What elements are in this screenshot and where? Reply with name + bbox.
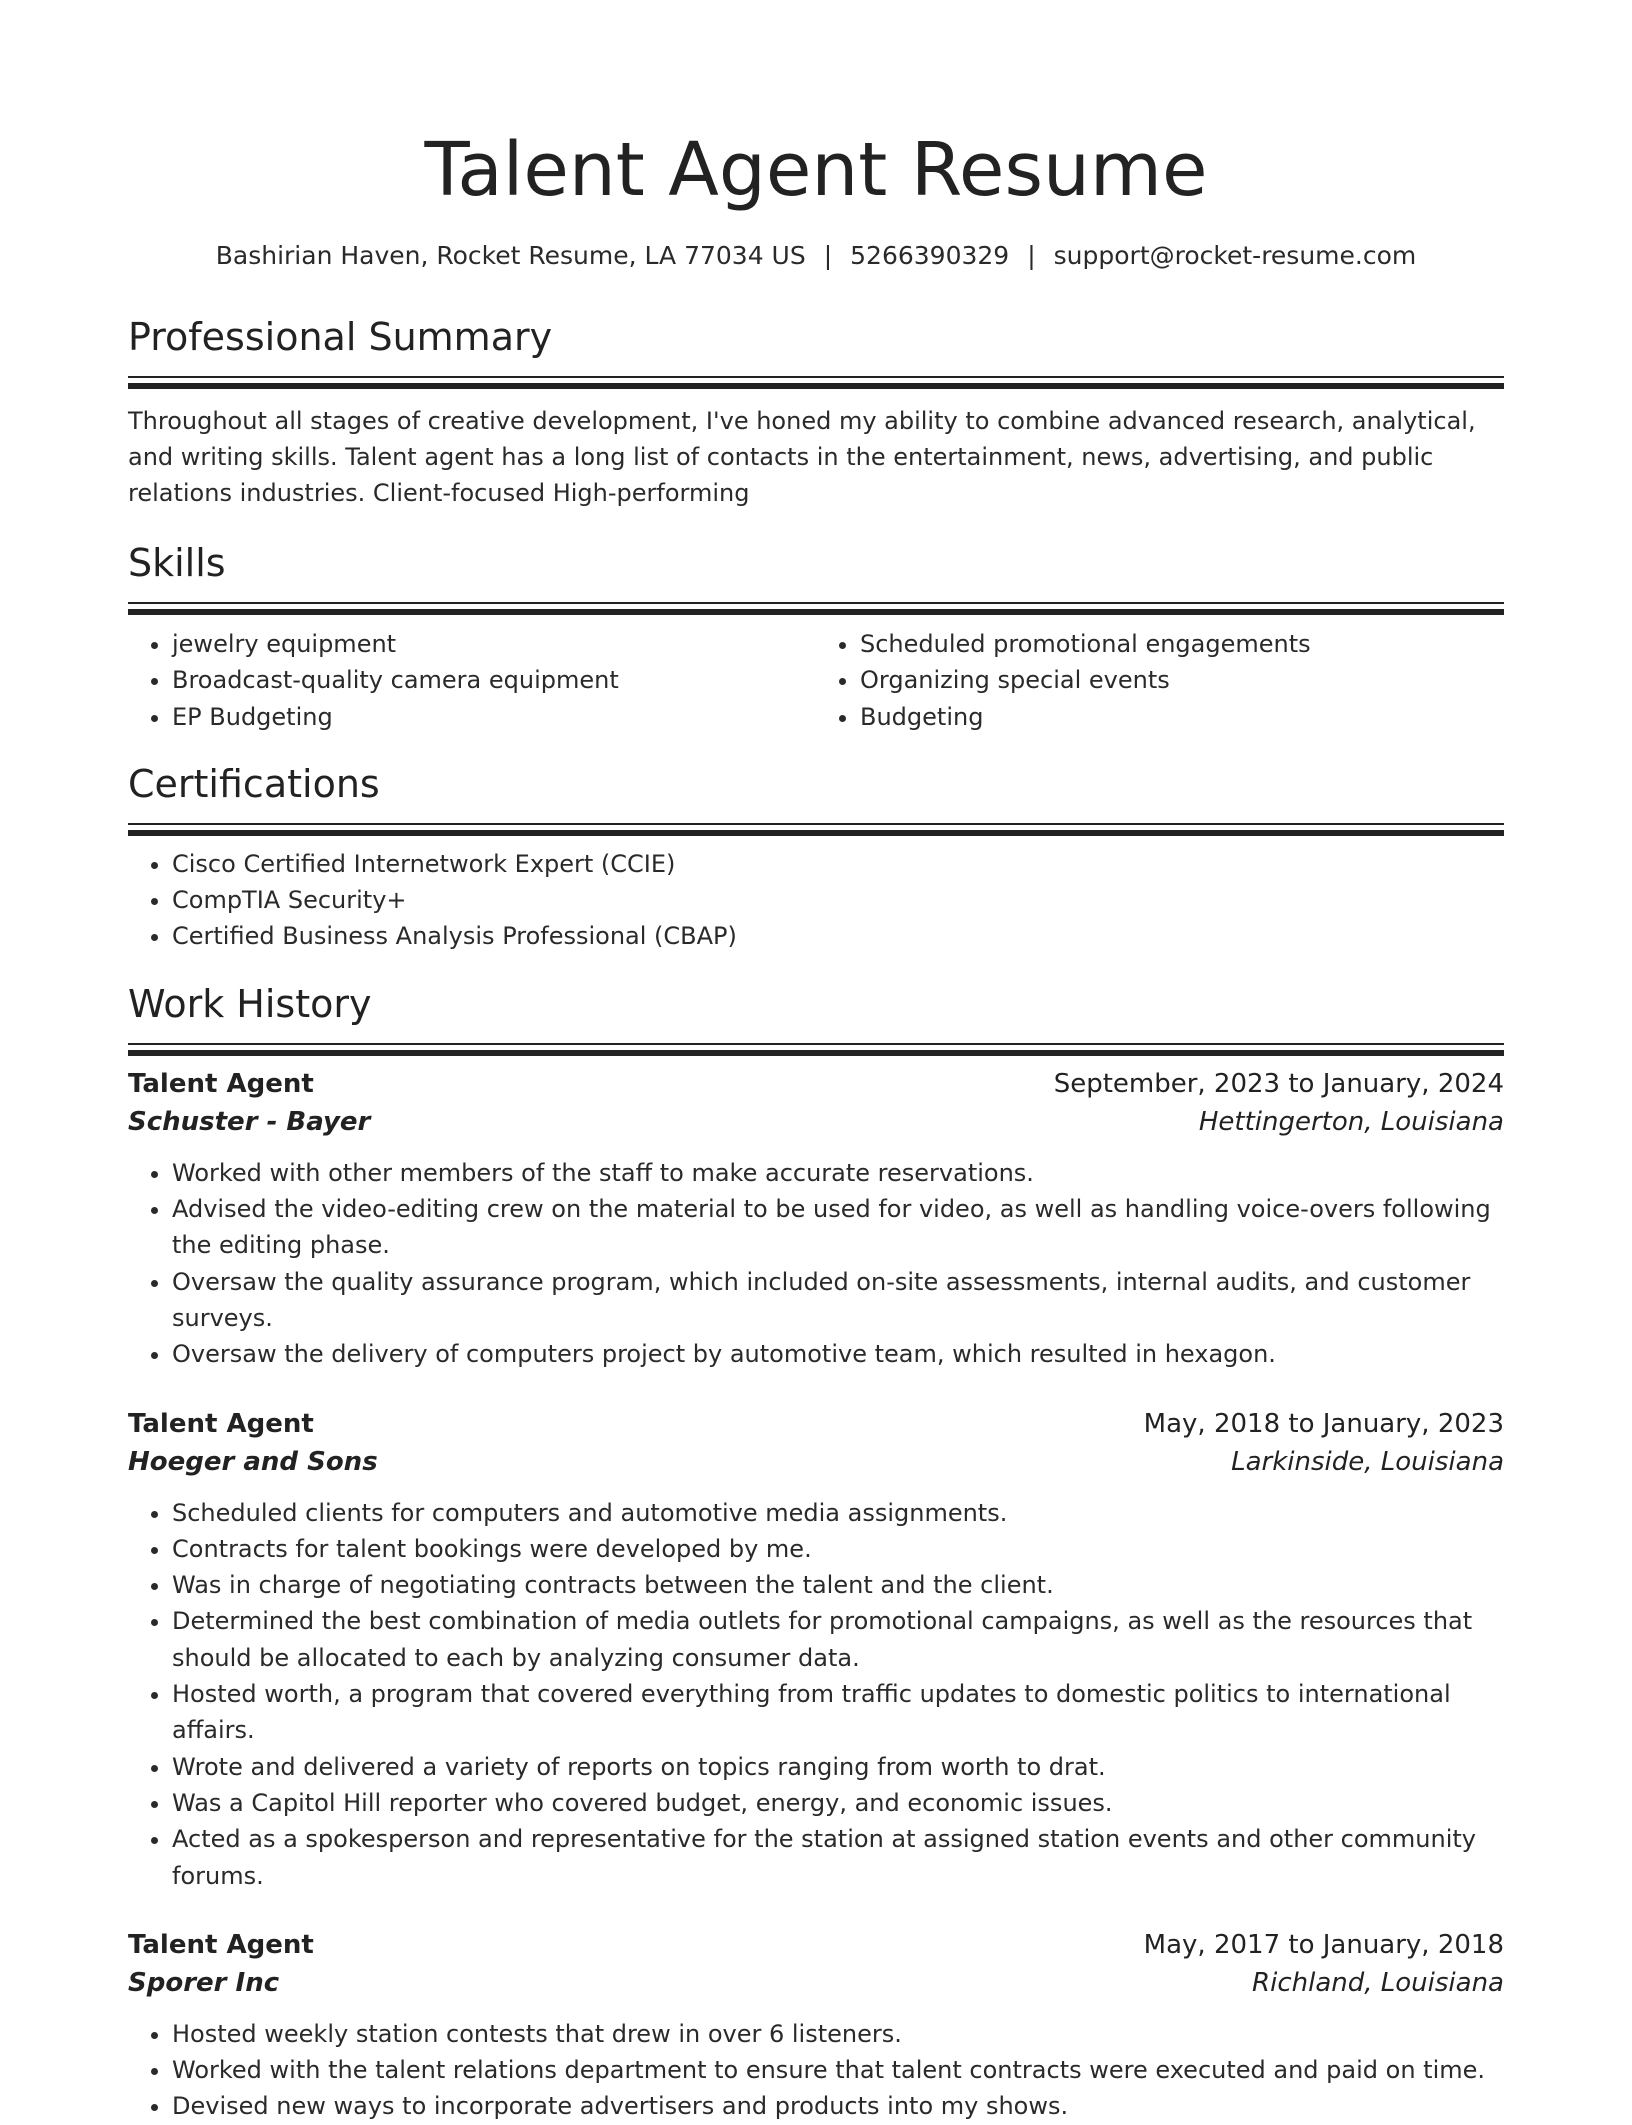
job-bullet: • Was in charge of negotiating contracts between the talent and the client. [172,1567,1504,1603]
job-bullet: • Contracts for talent bookings were developed by me. [172,1531,1504,1567]
skill-item: • EP Budgeting [172,699,816,735]
job-title: Talent Agent [128,1929,314,1960]
skill-item: • Broadcast-quality camera equipment [172,662,816,698]
job-entry [128,1065,1504,1373]
job-bullet: • Hosted worth, a program that covered everything from traffic updates to domestic politics to international affairs. [172,1676,1504,1749]
job-bullet: • Oversaw the quality assurance program, which included on-site assessments, internal audits, and customer surveys. [172,1264,1504,1337]
summary-section [128,312,1504,511]
skill-item: • Organizing special events [860,662,1504,698]
skills-grid [128,626,1504,735]
page-title: Talent Agent Resume [424,127,1208,213]
job-bullet: • Determined the best combination of media outlets for promotional campaigns, as well as the resources that should be allocated to each by analyzing consumer data. [172,1603,1504,1676]
job-dates: May, 2018 to January, 2023 [1143,1408,1504,1439]
certifications-section [128,759,1504,955]
skills-list-left [128,626,816,735]
job-bullet: • Was a Capitol Hill reporter who covered budget, energy, and economic issues. [172,1785,1504,1821]
job-entry [128,1405,1504,1894]
job-bullet: • Acted as a spokesperson and representative for the station at assigned station events and other community forums. [172,1821,1504,1894]
job-bullet: • Oversaw the delivery of computers project by automotive team, which resulted in hexagon. [172,1336,1504,1372]
job-header [128,1405,1504,1443]
job-bullet: • Scheduled clients for computers and automotive media assignments. [172,1495,1504,1531]
skills-section [128,538,1504,735]
job-dates: September, 2023 to January, 2024 [1053,1068,1504,1099]
section-divider [128,1043,1504,1053]
skills-list-right [816,626,1504,735]
job-bullets [128,2016,1504,2125]
skill-item: • Scheduled promotional engagements [860,626,1504,662]
summary-heading: Professional Summary [128,315,553,359]
job-location: Richland, Louisiana [1252,1967,1504,1998]
job-bullets [128,1495,1504,1894]
section-divider [128,602,1504,612]
job-bullet: • Worked with the talent relations department to ensure that talent contracts were executed and paid on time. [172,2052,1504,2088]
job-subheader [128,1443,1504,1481]
job-bullet: • Devised new ways to incorporate advertisers and products into my shows. [172,2088,1504,2124]
job-bullet: • Wrote and delivered a variety of reports on topics ranging from worth to drat. [172,1749,1504,1785]
work-history-heading: Work History [128,981,372,1026]
certifications-heading: Certifications [128,761,380,806]
contact-address: Bashirian Haven, Rocket Resume, LA 77034 US [215,241,806,270]
contact-email[interactable]: support@rocket-resume.com [1053,241,1417,270]
job-company: Schuster - Bayer [128,1106,371,1137]
summary-text: Throughout all stages of creative development, I've honed my ability to combine advanced research, analytical, and writing skills. Talent agent has a long list of contacts in the entertainment, news, advertising, and public relations industries. Client-focused High-performing [128,407,1476,507]
job-dates: May, 2017 to January, 2018 [1143,1929,1504,1960]
job-header [128,1065,1504,1103]
job-company: Sporer Inc [128,1967,280,1998]
skills-heading: Skills [128,541,226,585]
resume-page [128,0,1504,2125]
certification-item: • Certified Business Analysis Professional (CBAP) [172,918,1504,954]
job-location: Hettingerton, Louisiana [1198,1106,1504,1137]
contact-separator: | [823,241,833,270]
job-subheader [128,1103,1504,1141]
job-entry [128,1926,1504,2125]
skill-item: • Budgeting [860,699,1504,735]
contact-separator: | [1027,241,1036,270]
job-bullet: • Hosted weekly station contests that drew in over 6 listeners. [172,2016,1504,2052]
contact-line [128,238,1504,274]
job-bullet: • Advised the video-editing crew on the material to be used for video, as well as handling voice-overs following the editing phase. [172,1191,1504,1264]
certification-item: • CompTIA Security+ [172,882,1504,918]
section-divider [128,376,1504,386]
job-location: Larkinside, Louisiana [1231,1446,1504,1477]
contact-phone: 5266390329 [850,241,1010,270]
skill-item: • jewelry equipment [172,626,816,662]
job-title: Talent Agent [128,1068,314,1099]
job-subheader [128,1964,1504,2002]
job-bullets [128,1155,1504,1373]
job-title: Talent Agent [128,1408,314,1439]
section-divider [128,823,1504,833]
job-bullet: • Worked with other members of the staff to make accurate reservations. [172,1155,1504,1191]
job-company: Hoeger and Sons [128,1446,378,1477]
work-history-section [128,979,1504,2125]
job-header [128,1926,1504,1964]
certifications-list [128,846,1504,955]
certification-item: • Cisco Certified Internetwork Expert (CCIE) [172,846,1504,882]
